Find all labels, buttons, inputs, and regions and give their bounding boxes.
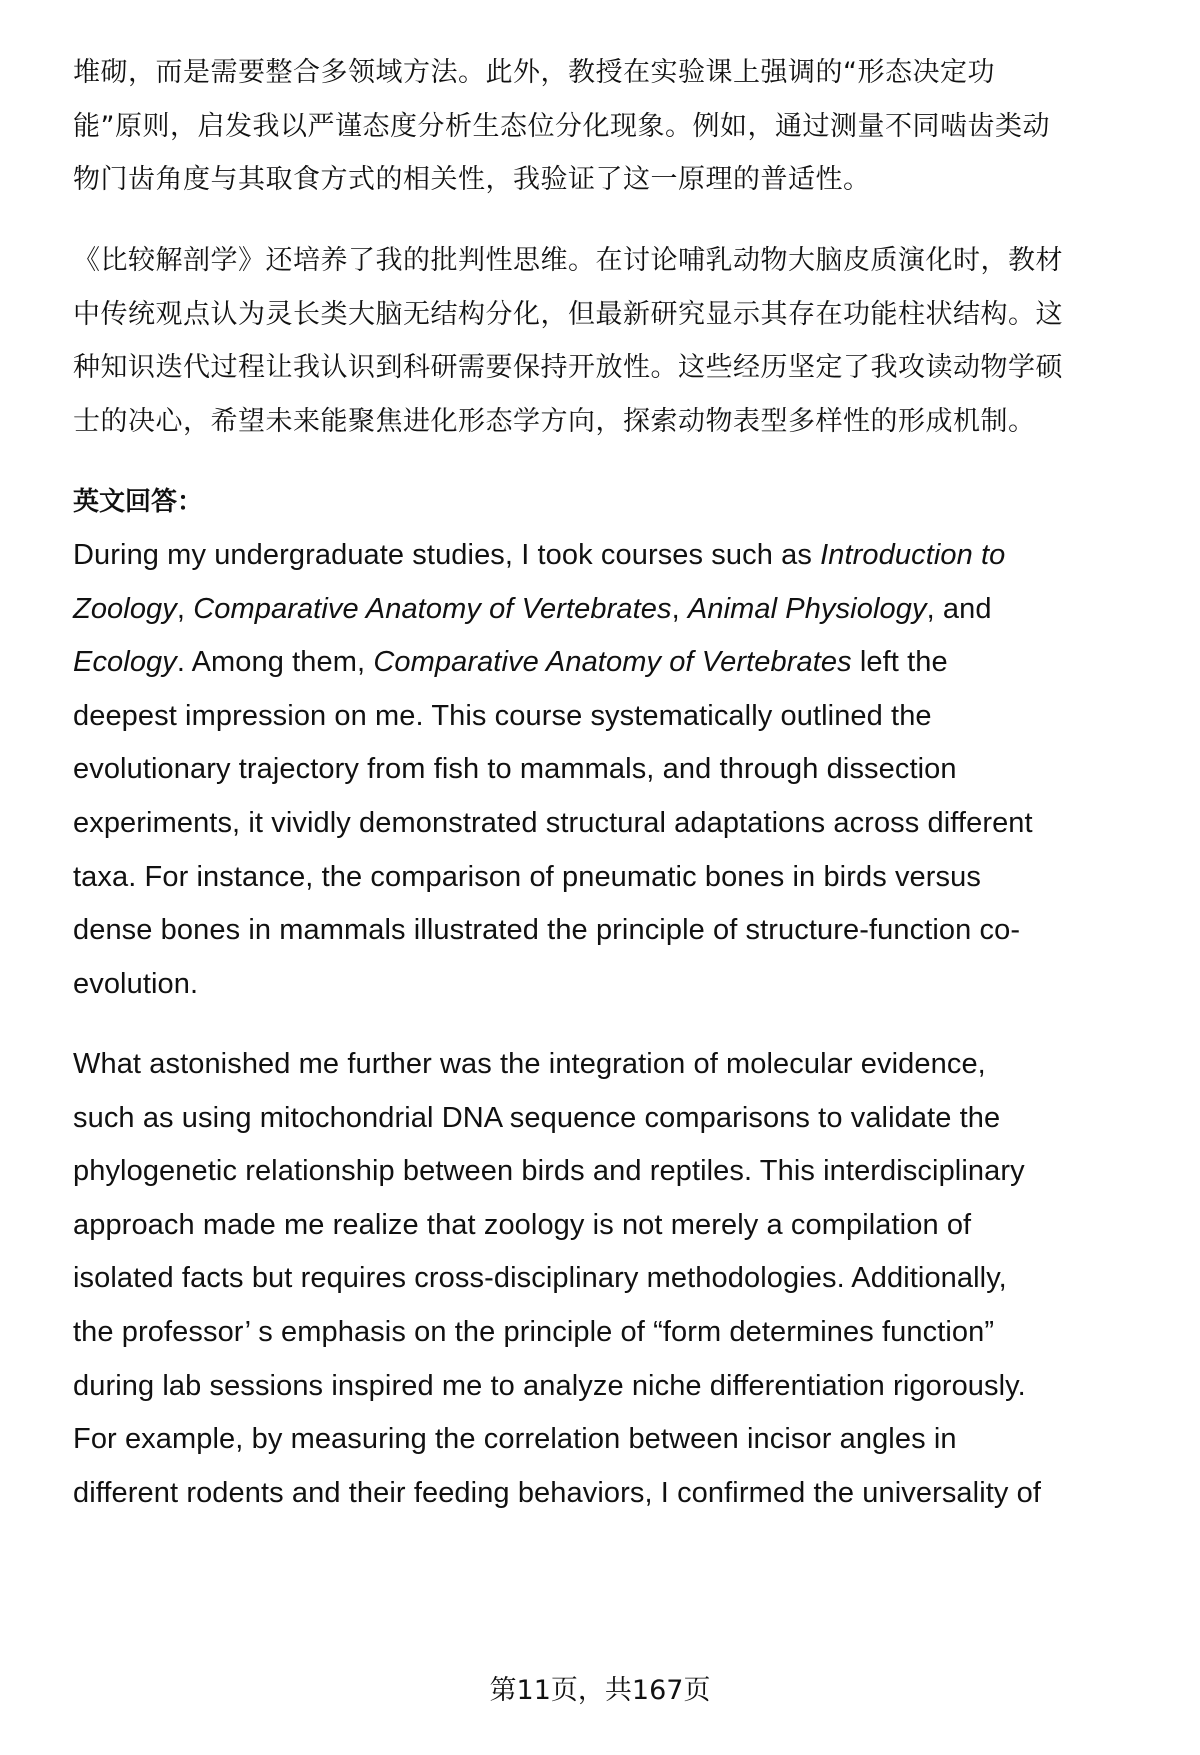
text-segment: , bbox=[671, 592, 688, 625]
text-segment: evolution. bbox=[73, 967, 199, 1000]
text-line bbox=[73, 1315, 994, 1349]
text-segment: evolutionary trajectory from fish to mammals, and through dissection bbox=[73, 753, 957, 786]
text-line: 能”原则，启发我以严谨态度分析生态位分化现象。例如，通过测量不同啮齿类动 bbox=[73, 110, 1050, 142]
text-line bbox=[73, 752, 957, 786]
italic-course-title: Ecology bbox=[73, 646, 177, 679]
text-line bbox=[73, 967, 198, 1001]
text-segment: deepest impression on me. This course systematically outlined the bbox=[73, 699, 932, 732]
page-number: 第11页，共167页 bbox=[489, 1675, 711, 1706]
text-segment: experiments, it vividly demonstrated structural adaptations across different bbox=[73, 807, 1033, 839]
text-segment: during lab sessions inspired me to analyze niche differentiation rigorously. bbox=[73, 1369, 1026, 1402]
text-segment: What astonished me further was the integration of molecular evidence, bbox=[73, 1048, 986, 1080]
text-segment: During my undergraduate studies, I took courses such as bbox=[73, 539, 821, 571]
italic-course-title: Introduction to bbox=[820, 539, 1006, 571]
text-segment: , bbox=[176, 592, 194, 625]
italic-course-title: Animal Physiology bbox=[687, 592, 927, 625]
text-line bbox=[73, 1208, 971, 1242]
text-segment: phylogenetic relationship between birds and reptiles. This interdisciplinary bbox=[73, 1155, 1025, 1188]
text-segment: approach made me realize that zoology is not merely a compilation of bbox=[73, 1208, 972, 1241]
text-line bbox=[73, 645, 948, 679]
text-line bbox=[73, 913, 1020, 947]
text-segment: left the bbox=[851, 646, 948, 679]
text-segment: such as using mitochondrial DNA sequence comparisons to validate the bbox=[73, 1101, 1001, 1134]
section-heading: 英文回答： bbox=[73, 487, 204, 517]
text-line bbox=[73, 699, 932, 733]
text-line bbox=[73, 1101, 1000, 1135]
text-line bbox=[73, 1047, 986, 1081]
text-line: 中传统观点认为灵长类大脑无结构分化，但最新研究显示其存在功能柱状结构。这 bbox=[73, 298, 1063, 330]
text-line bbox=[73, 538, 1005, 572]
text-line bbox=[73, 1369, 1026, 1403]
text-line bbox=[73, 860, 981, 894]
text-segment: taxa. For instance, the comparison of pneumatic bones in birds versus bbox=[73, 860, 981, 893]
text-line: 物门齿角度与其取食方式的相关性，我验证了这一原理的普适性。 bbox=[73, 164, 871, 196]
italic-course-title: Comparative Anatomy of Vertebrates bbox=[373, 646, 852, 679]
text-line bbox=[73, 1422, 957, 1456]
text-line bbox=[73, 1154, 1025, 1188]
text-segment: , and bbox=[926, 592, 992, 625]
text-line bbox=[73, 1261, 1007, 1295]
text-segment: the professor’ s emphasis on the principle of “form determines function” bbox=[73, 1316, 995, 1348]
text-segment: For example, by measuring the correlation between incisor angles in bbox=[73, 1423, 957, 1456]
text-segment: different rodents and their feeding behaviors, I confirmed the universality of bbox=[73, 1476, 1042, 1509]
text-line: 种知识迭代过程让我认识到科研需要保持开放性。这些经历坚定了我攻读动物学硕 bbox=[73, 352, 1063, 384]
text-line: 士的决心，希望未来能聚焦进化形态学方向，探索动物表型多样性的形成机制。 bbox=[73, 406, 1036, 438]
text-line bbox=[73, 592, 992, 626]
text-segment: dense bones in mammals illustrated the principle of structure-function co- bbox=[73, 914, 1021, 947]
italic-course-title: Zoology bbox=[73, 592, 177, 625]
text-line bbox=[73, 806, 1033, 840]
text-line: 堆砌，而是需要整合多领域方法。此外，教授在实验课上强调的“形态决定功 bbox=[73, 57, 995, 88]
italic-course-title: Comparative Anatomy of Vertebrates bbox=[193, 592, 672, 625]
text-line: 《比较解剖学》还培养了我的批判性思维。在讨论哺乳动物大脑皮质演化时，教材 bbox=[73, 245, 1063, 276]
text-segment: isolated facts but requires cross-disciplinary methodologies. Additionally, bbox=[73, 1262, 1007, 1295]
text-segment: . Among them, bbox=[176, 646, 374, 679]
text-line bbox=[73, 1476, 1041, 1510]
